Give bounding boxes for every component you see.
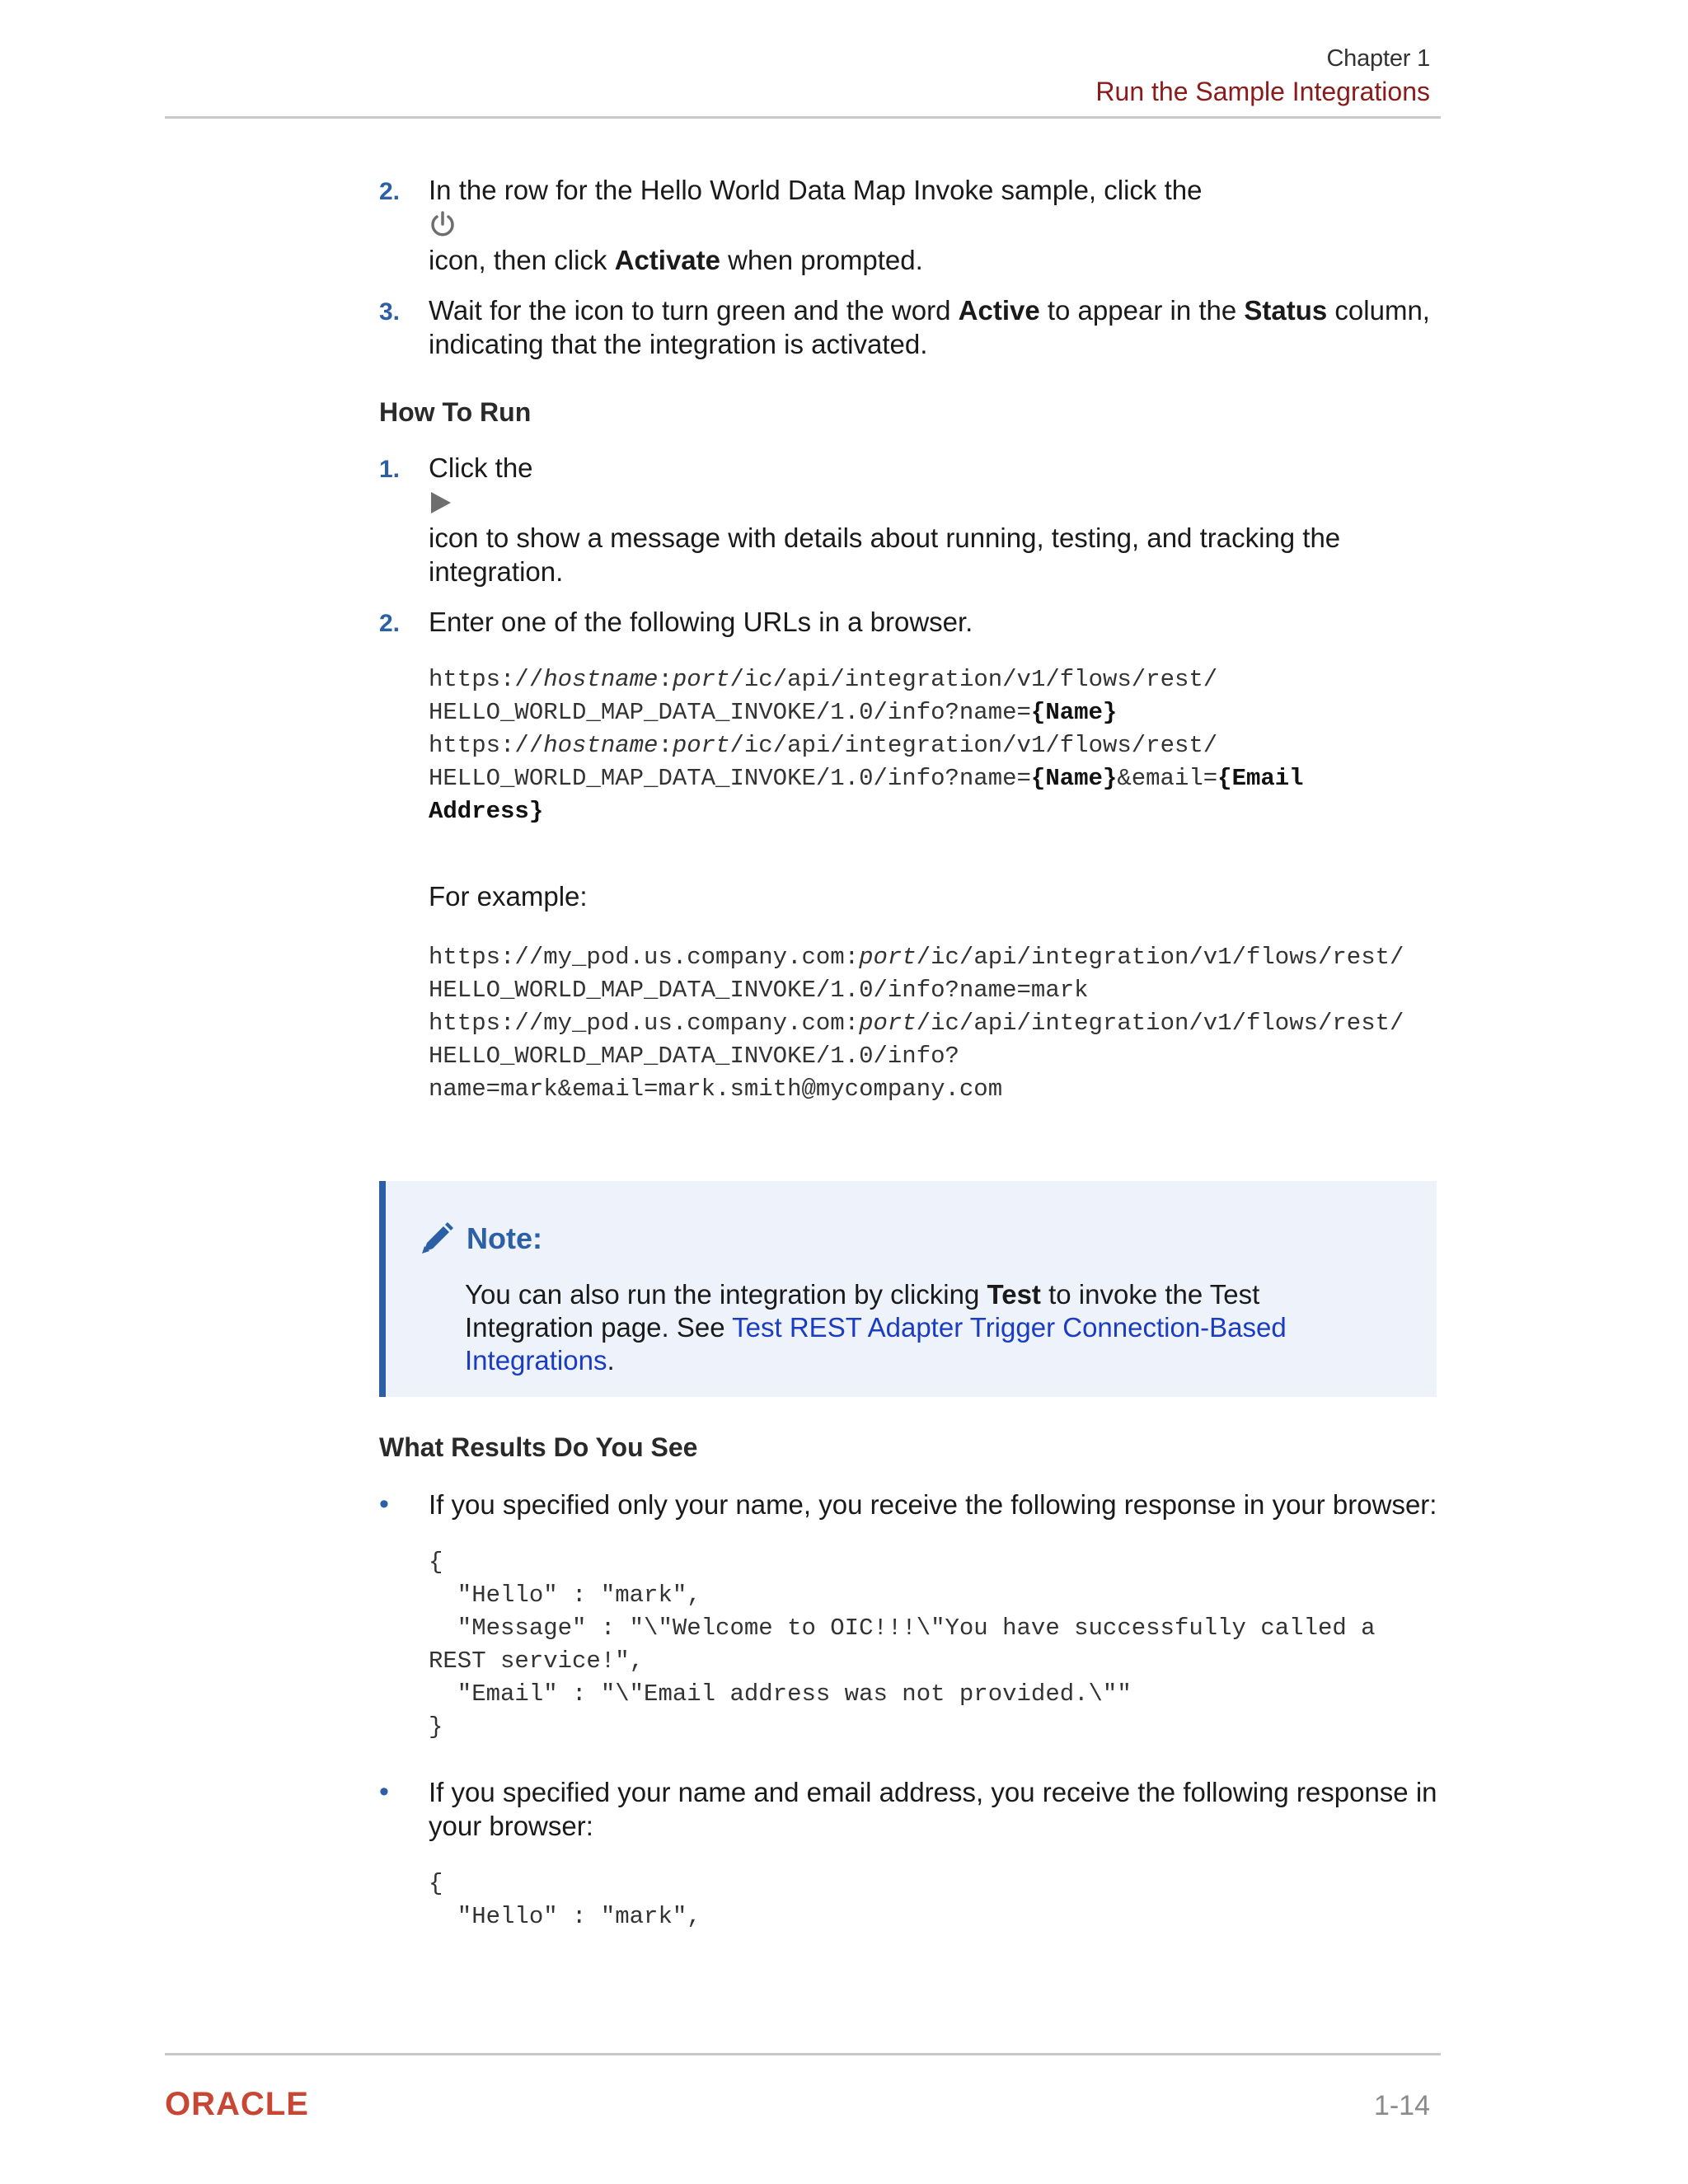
results-heading: What Results Do You See bbox=[379, 1432, 698, 1462]
pencil-icon bbox=[419, 1221, 455, 1257]
step-text: Click the bbox=[429, 452, 533, 483]
bullet: • bbox=[379, 1776, 389, 1807]
how-to-run-heading: How To Run bbox=[379, 397, 532, 427]
list-item bbox=[379, 1775, 1442, 1843]
bullet: • bbox=[379, 1488, 389, 1520]
step-item bbox=[379, 451, 1442, 588]
test-rest-adapter-link[interactable]: Test REST Adapter Trigger Connection-Based Integrations bbox=[465, 1312, 1287, 1376]
step-text: icon to show a message with details about running, testing, and tracking the integration. bbox=[429, 523, 1341, 587]
main-content bbox=[379, 173, 1442, 1106]
response-code-block: { "Hello" : "mark", "Message" : "\"Welcome to OIC!!!\"You have successfully called a REST service!", "Email" : "\"Email address was not provided.\"" } bbox=[429, 1549, 1376, 1741]
chapter-label: Chapter 1 bbox=[1326, 45, 1430, 72]
page-number: 1-14 bbox=[1373, 2090, 1430, 2121]
step-number: 2. bbox=[379, 610, 401, 637]
step-item bbox=[379, 293, 1442, 361]
power-icon bbox=[429, 210, 457, 240]
response-code-block: { "Hello" : "mark", bbox=[429, 1870, 701, 1930]
for-example-text: For example: bbox=[429, 881, 588, 912]
example-code-block: https://my_pod.us.company.com:port/ic/api/integration/v1/flows/rest/ HELLO_WORLD_MAP_DATA_INVOKE/1.0/info?name=mark https://my_pod.us.company.com:port/ic/api/integration/v1/flows/rest/ HELLO_WORLD_MAP_DATA_INVOKE/1.0/info? name=mark&email=mark.smith@mycompany.com bbox=[429, 944, 1404, 1103]
header-divider bbox=[165, 116, 1441, 119]
step-number: 3. bbox=[379, 298, 401, 326]
step-item bbox=[379, 605, 1442, 639]
url-code-block: https://hostname:port/ic/api/integration/v1/flows/rest/ HELLO_WORLD_MAP_DATA_INVOKE/1.0/info?name={Name} https://hostname:port/ic/api/integration/v1/flows/rest/ HELLO_WORLD_MAP_DATA_INVOKE/1.0/info?name={Name}&email={Email Address} bbox=[429, 666, 1304, 825]
results-section bbox=[379, 1432, 1442, 1933]
play-icon bbox=[429, 490, 453, 516]
note-box bbox=[379, 1181, 1437, 1397]
list-item bbox=[379, 1488, 1442, 1521]
section-title: Run the Sample Integrations bbox=[1095, 77, 1430, 106]
step-item bbox=[379, 173, 1442, 277]
step-text: In the row for the Hello World Data Map Invoke sample, click the bbox=[429, 175, 1203, 205]
bullet-text: If you specified only your name, you receive the following response in your browser: bbox=[429, 1489, 1437, 1520]
note-body: You can also run the integration by clicking Test to invoke the Test Integration page. See Test REST Adapter Trigger Connection-Based Integrations. bbox=[465, 1279, 1287, 1376]
step-text: Wait for the icon to turn green and the word Active to appear in the Status column, indicating that the integration is activated. bbox=[429, 295, 1430, 359]
step-text: icon, then click Activate when prompted. bbox=[429, 245, 923, 275]
step-number: 1. bbox=[379, 456, 401, 483]
footer-divider bbox=[165, 2053, 1441, 2055]
page-header bbox=[1095, 43, 1430, 109]
note-title: Note: bbox=[419, 1221, 542, 1257]
step-number: 2. bbox=[379, 178, 401, 205]
svg-text:ORACLE: ORACLE bbox=[165, 2087, 309, 2120]
bullet-text: If you specified your name and email address, you receive the following response in your browser: bbox=[429, 1777, 1437, 1841]
oracle-logo bbox=[165, 2087, 346, 2124]
step-text: Enter one of the following URLs in a browser. bbox=[429, 607, 973, 637]
